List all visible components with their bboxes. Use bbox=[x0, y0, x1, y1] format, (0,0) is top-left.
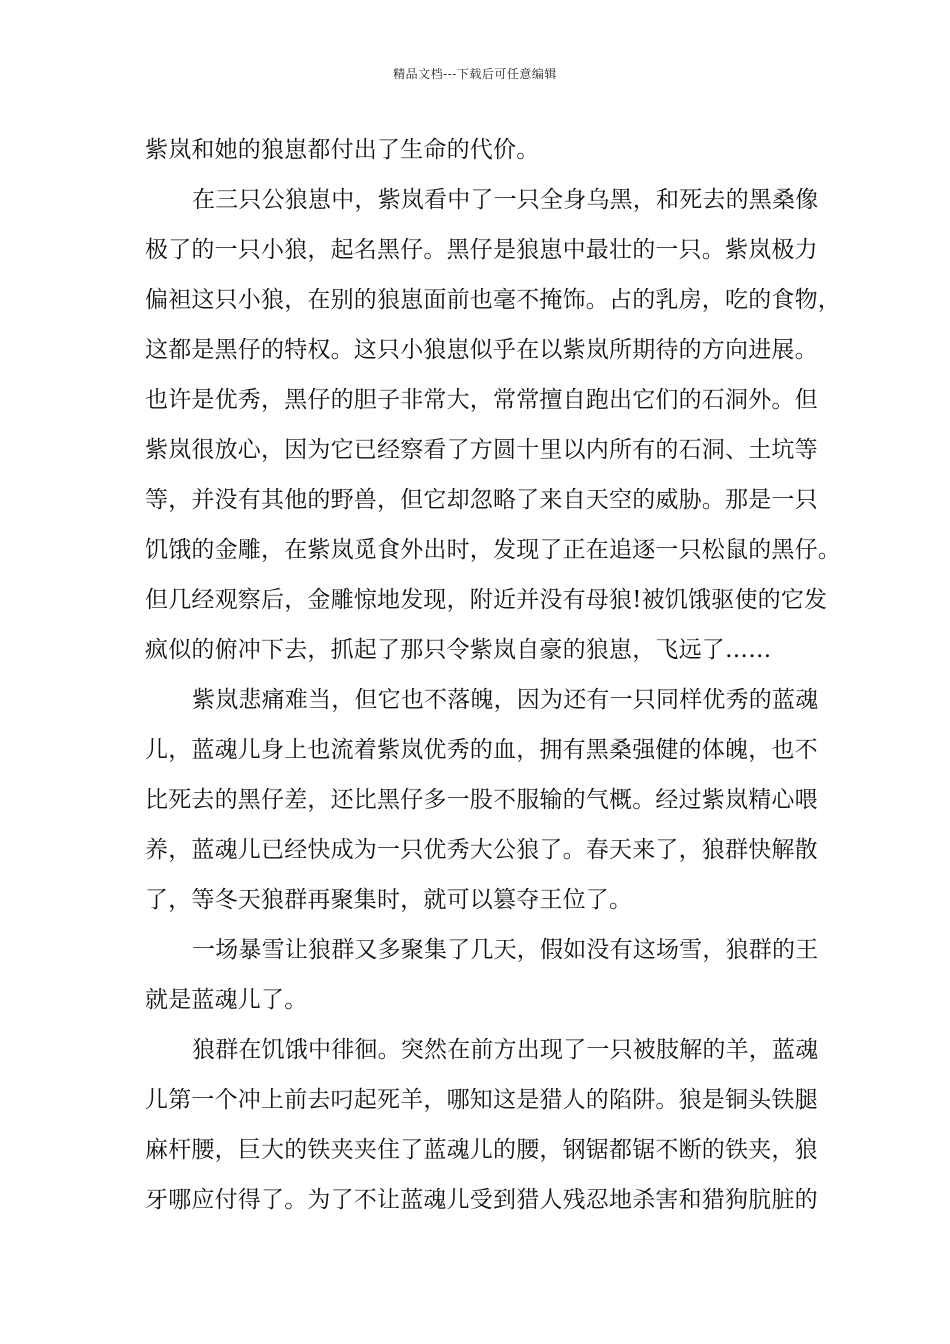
text-line: 比死去的黑仔差，还比黑仔多一股不服输的气概。经过紫岚精心喂 bbox=[145, 787, 818, 813]
paragraph-start-line: 狼群在饥饿中徘徊。突然在前方出现了一只被肢解的羊，蓝魂 bbox=[192, 1037, 819, 1063]
text-line: 也许是优秀，黑仔的胆子非常大，常常擅自跑出它们的石洞外。但 bbox=[145, 387, 818, 413]
document-body bbox=[145, 125, 841, 1225]
text-line: 牙哪应付得了。为了不让蓝魂儿受到猎人残忍地杀害和猎狗肮脏的 bbox=[145, 1187, 818, 1213]
text-line: 麻杆腰，巨大的铁夹夹住了蓝魂儿的腰，钢锯都锯不断的铁夹，狼 bbox=[145, 1137, 818, 1163]
text-line: 儿第一个冲上前去叼起死羊，哪知这是猎人的陷阱。狼是铜头铁腿 bbox=[145, 1087, 818, 1113]
text-line: 就是蓝魂儿了。 bbox=[145, 987, 308, 1013]
text-line: 紫岚和她的狼崽都付出了生命的代价。 bbox=[145, 137, 540, 163]
page-header: 精品文档---下载后可任意编辑 bbox=[393, 67, 557, 81]
text-line: 偏袒这只小狼，在别的狼崽面前也毫不掩饰。占的乳房，吃的食物， bbox=[145, 287, 841, 313]
text-line: 了，等冬天狼群再聚集时，就可以篡夺王位了。 bbox=[145, 887, 633, 913]
text-line: 饥饿的金雕，在紫岚觅食外出时，发现了正在追逐一只松鼠的黑仔。 bbox=[145, 537, 841, 563]
text-line: 紫岚很放心，因为它已经察看了方圆十里以内所有的石洞、土坑等 bbox=[145, 437, 818, 463]
text-line: 这都是黑仔的特权。这只小狼崽似乎在以紫岚所期待的方向进展。 bbox=[145, 337, 818, 363]
paragraph-start-line: 紫岚悲痛难当，但它也不落魄，因为还有一只同样优秀的蓝魂 bbox=[192, 687, 819, 713]
paragraph-start-line: 在三只公狼崽中，紫岚看中了一只全身乌黑，和死去的黑桑像 bbox=[192, 187, 819, 213]
text-line: 等，并没有其他的野兽，但它却忽略了来自天空的威胁。那是一只 bbox=[145, 487, 818, 513]
text-line: 但几经观察后，金雕惊地发现，附近并没有母狼!被饥饿驱使的它发 bbox=[145, 587, 828, 613]
text-line: 极了的一只小狼，起名黑仔。黑仔是狼崽中最壮的一只。紫岚极力 bbox=[145, 237, 818, 263]
text-line: 养，蓝魂儿已经快成为一只优秀大公狼了。春天来了，狼群快解散 bbox=[145, 837, 818, 863]
text-line: 疯似的俯冲下去，抓起了那只令紫岚自豪的狼崽，飞远了…… bbox=[145, 637, 772, 663]
paragraph-start-line: 一场暴雪让狼群又多聚集了几天，假如没有这场雪，狼群的王 bbox=[192, 937, 819, 963]
text-line: 儿，蓝魂儿身上也流着紫岚优秀的血，拥有黑桑强健的体魄，也不 bbox=[145, 737, 818, 763]
